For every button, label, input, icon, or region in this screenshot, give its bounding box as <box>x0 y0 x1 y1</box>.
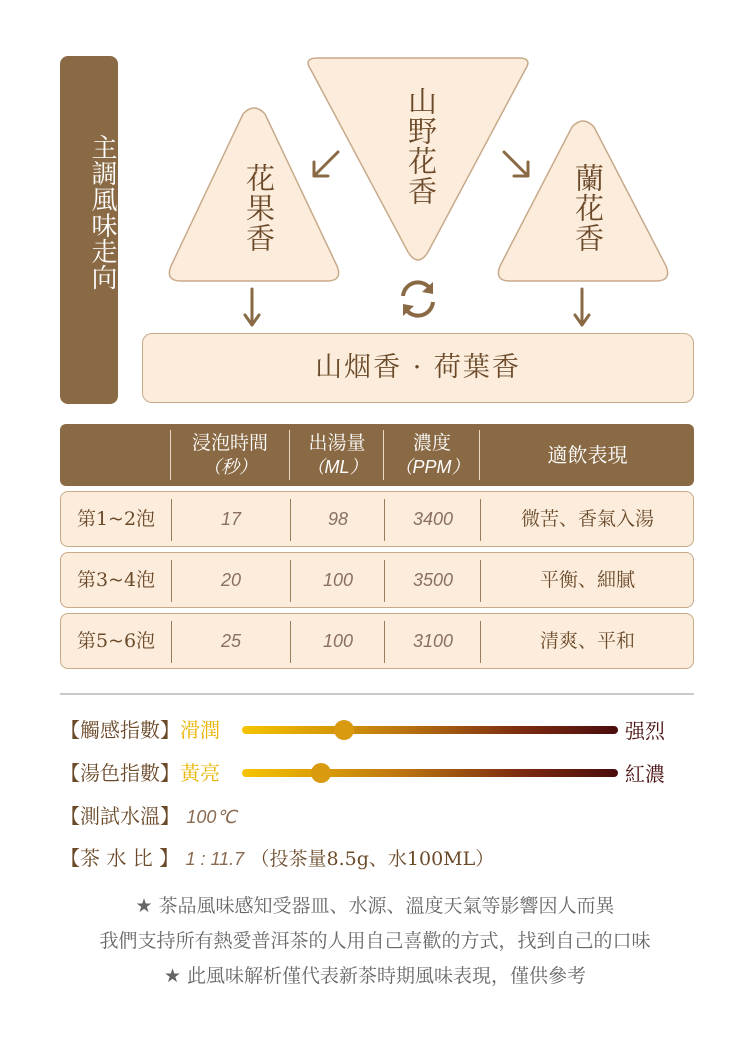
color-index-row <box>60 758 220 788</box>
arrow-down-left-icon <box>308 148 342 182</box>
touch-index-low: 滑潤 <box>180 718 220 742</box>
header-time-label: 浸泡時間 <box>191 432 268 454</box>
touch-index-knob <box>334 720 354 740</box>
arrow-down-icon <box>572 287 592 329</box>
table-row <box>60 491 694 547</box>
temp-row <box>60 801 237 831</box>
cycle-arrows-icon <box>395 276 441 322</box>
ratio-label: 【茶 水 比 】 <box>60 846 180 870</box>
note-line-1: ★ 茶品風味感知受器皿、水源、溫度天氣等影響因人而異 <box>135 895 615 917</box>
row-time: 20 <box>220 570 242 590</box>
ratio-detail: （投茶量8.5g、水100ML） <box>250 848 495 870</box>
touch-index-bar <box>242 726 618 734</box>
flavor-right: 蘭花香 <box>571 163 605 253</box>
temp-label: 【測試水溫】 <box>60 804 180 828</box>
color-index-high: 紅濃 <box>625 762 665 786</box>
row-note: 微苦、香氣入湯 <box>520 508 654 530</box>
header-volume-unit: （ML） <box>306 457 368 477</box>
header-note-label: 適飲表現 <box>547 443 628 467</box>
header-time-unit: （秒） <box>203 457 257 477</box>
row-stage: 第3~4泡 <box>76 569 156 591</box>
row-stage: 第5~6泡 <box>76 630 156 652</box>
row-note: 清爽、平和 <box>539 630 635 652</box>
color-index-label: 【湯色指數】 <box>60 761 180 785</box>
row-time: 25 <box>220 631 242 651</box>
table-header <box>60 424 694 486</box>
header-time <box>172 424 288 486</box>
row-ppm: 3500 <box>412 570 454 590</box>
side-label <box>60 56 118 404</box>
header-note <box>481 424 694 486</box>
flavor-center: 山野花香 <box>404 86 438 206</box>
color-index-low: 黃亮 <box>180 761 220 785</box>
arrow-down-right-icon <box>500 148 534 182</box>
row-volume: 98 <box>327 509 349 529</box>
row-ppm: 3400 <box>412 509 454 529</box>
touch-index-row <box>60 715 220 745</box>
row-stage: 第1~2泡 <box>76 508 156 530</box>
ratio-value: 1 : 11.7 <box>185 849 245 869</box>
temp-value: 100℃ <box>186 807 237 827</box>
header-ppm <box>385 424 479 486</box>
header-volume-label: 出湯量 <box>308 432 366 454</box>
row-note: 平衡、細膩 <box>539 569 635 591</box>
row-time: 17 <box>220 509 242 529</box>
flavor-left: 花果香 <box>242 163 276 253</box>
header-ppm-label: 濃度 <box>412 432 451 454</box>
ratio-row <box>60 843 494 873</box>
note-line-2: 我們支持所有熱愛普洱茶的人用自己喜歡的方式，找到自己的口味 <box>99 930 651 952</box>
touch-index-high: 强烈 <box>625 719 665 743</box>
side-label-text: 主調風味走向 <box>87 134 117 290</box>
row-volume: 100 <box>322 570 354 590</box>
table-row <box>60 613 694 669</box>
note-line-3: ★ 此風味解析僅代表新茶時期風味表現，僅供參考 <box>163 965 587 987</box>
header-ppm-unit: （PPM） <box>394 457 470 477</box>
color-index-knob <box>311 763 331 783</box>
touch-index-label: 【觸感指數】 <box>60 718 180 742</box>
row-volume: 100 <box>322 631 354 651</box>
table-row <box>60 552 694 608</box>
header-cell <box>60 424 170 486</box>
header-volume <box>291 424 383 486</box>
color-index-bar <box>242 769 618 777</box>
arrow-down-icon <box>242 287 262 329</box>
divider <box>60 693 694 695</box>
result-flavor-box: 山烟香 · 荷葉香 <box>142 333 694 403</box>
row-ppm: 3100 <box>412 631 454 651</box>
